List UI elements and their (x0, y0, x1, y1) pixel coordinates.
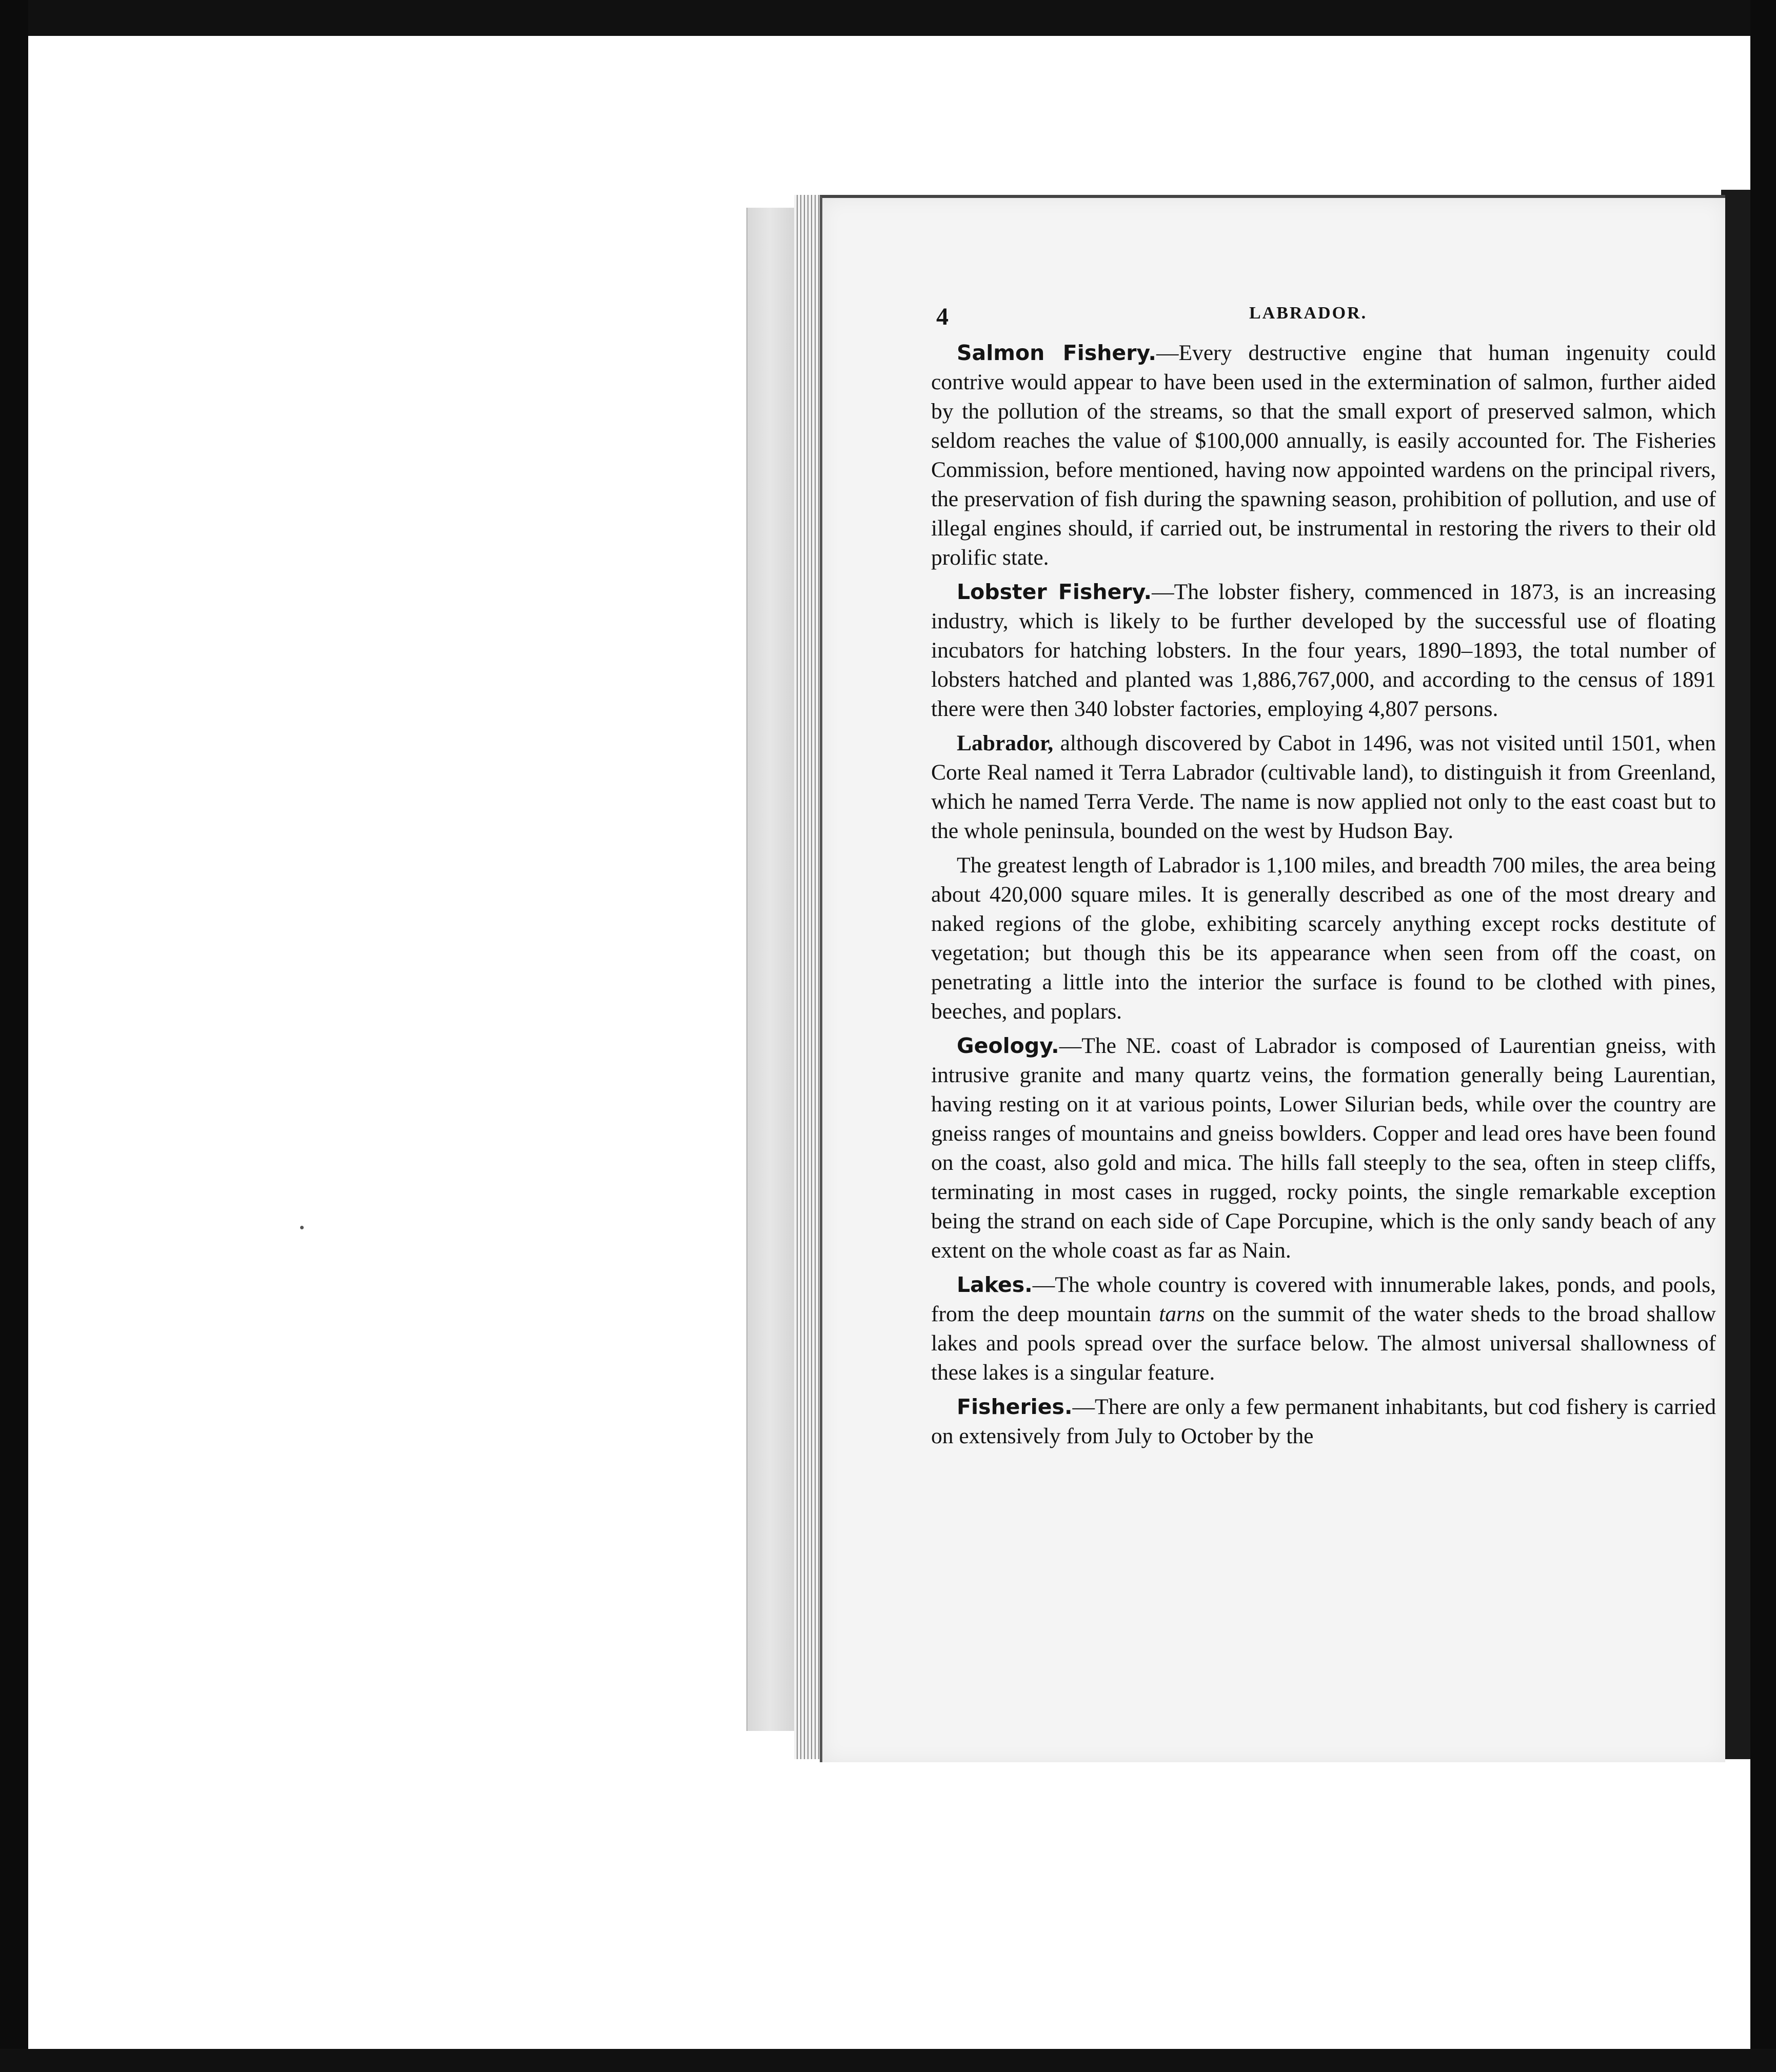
scan-border-left (0, 0, 28, 2072)
paragraph-text: although discovered by Cabot in 1496, was not visited until 1501, when Corte Real named it Terra Labrador (cultivable land), to distinguish it from Greenland, which he named Terra Verde. The name is now applied not only to the east coast but to the whole peninsula, bounded on the west by Hudson Bay. (931, 731, 1716, 843)
section-heading: Fisheries. (957, 1394, 1073, 1419)
section-heading: Lobster Fishery. (957, 580, 1152, 604)
section-heading: Geology. (957, 1033, 1059, 1058)
paragraph-text: —There are only a few permanent inhabitants, but cod fishery is carried on extensively from July to October by the (931, 1394, 1716, 1448)
paragraph-text: —The NE. coast of Labrador is composed of Laurentian gneiss, with intrusive granite and many quartz veins, the formation generally being Laurentian, having resting on it at various points, Lower Silurian beds, while over the country are gneiss ranges of mountains and gneiss bowlders. Copper and lead ores have been found on the coast, also gold and mica. The hills fall steeply to the sea, often in steep cliffs, terminating in most cases in rugged, rocky points, the single remarkable exception being the strand on each side of Cape Porcupine, which is the only sandy beach of any extent on the whole coast as far as Nain. (931, 1033, 1716, 1263)
paragraph-dimensions (931, 851, 1716, 1026)
paragraph-text: —The lobster fishery, commenced in 1873, is an increasing industry, which is likely to be further developed by the successful use of floating incubators for hatching lobsters. In the four years, 1890–1893, the total number of lobsters hatched and planted was 1,886,767,000, and according to the census of 1891 there were then 340 lobster factories, employing 4,807 persons. (931, 580, 1716, 721)
paragraph-salmon-fishery (931, 338, 1716, 572)
section-heading: Salmon Fishery. (957, 341, 1156, 365)
scan-border-top (0, 0, 1776, 36)
paragraph-lakes (931, 1270, 1716, 1387)
paragraph-text: —Every destructive engine that human ingenuity could contrive would appear to have been used in the extermination of salmon, further aided by the pollution of the streams, so that the small export of preserved salmon, which seldom reaches the value of $100,000 annually, is easily accounted for. The Fisheries Commission, before mentioned, having now appointed wardens on the principal rivers, the preservation of fish during the spawning season, prohibition of pollution, and use of illegal engines should, if carried out, be instrumental in restoring the rivers to their old prolific state. (931, 341, 1716, 570)
paragraph-geology (931, 1031, 1716, 1265)
italic-term: tarns (1159, 1302, 1205, 1326)
paragraph-text: on the summit of the water sheds to the broad shallow lakes and pools spread over the surface below. The almost universal shallowness of these lakes is a singular feature. (931, 1302, 1716, 1385)
scan-border-right (1750, 0, 1776, 2072)
book-binding (1721, 190, 1750, 1759)
section-heading: Lakes. (957, 1272, 1033, 1297)
paragraph-labrador (931, 729, 1716, 846)
scan-border-bottom (0, 2049, 1776, 2072)
page-number: 4 (936, 303, 949, 330)
page-content (931, 292, 1716, 1456)
paragraph-text: —The whole country is covered with innumerable lakes, ponds, and pools, from the deep mountain (931, 1272, 1716, 1326)
section-heading: Labrador, (957, 731, 1054, 755)
dust-speck (300, 1226, 304, 1229)
paragraph-text: The greatest length of Labrador is 1,100 miles, and breadth 700 miles, the area being about 420,000 square miles. It is generally described as one of the most dreary and naked regions of the globe, exhibiting scarcely anything except rocks destitute of vegetation; but though this be its appearance when seen from off the coast, on penetrating a little into the interior the surface is found to be clothed with pines, beeches, and poplars. (931, 853, 1716, 1024)
running-title: LABRADOR. (1249, 304, 1368, 323)
paragraph-lobster-fishery (931, 577, 1716, 724)
paragraph-fisheries (931, 1392, 1716, 1451)
running-head (931, 292, 1716, 338)
